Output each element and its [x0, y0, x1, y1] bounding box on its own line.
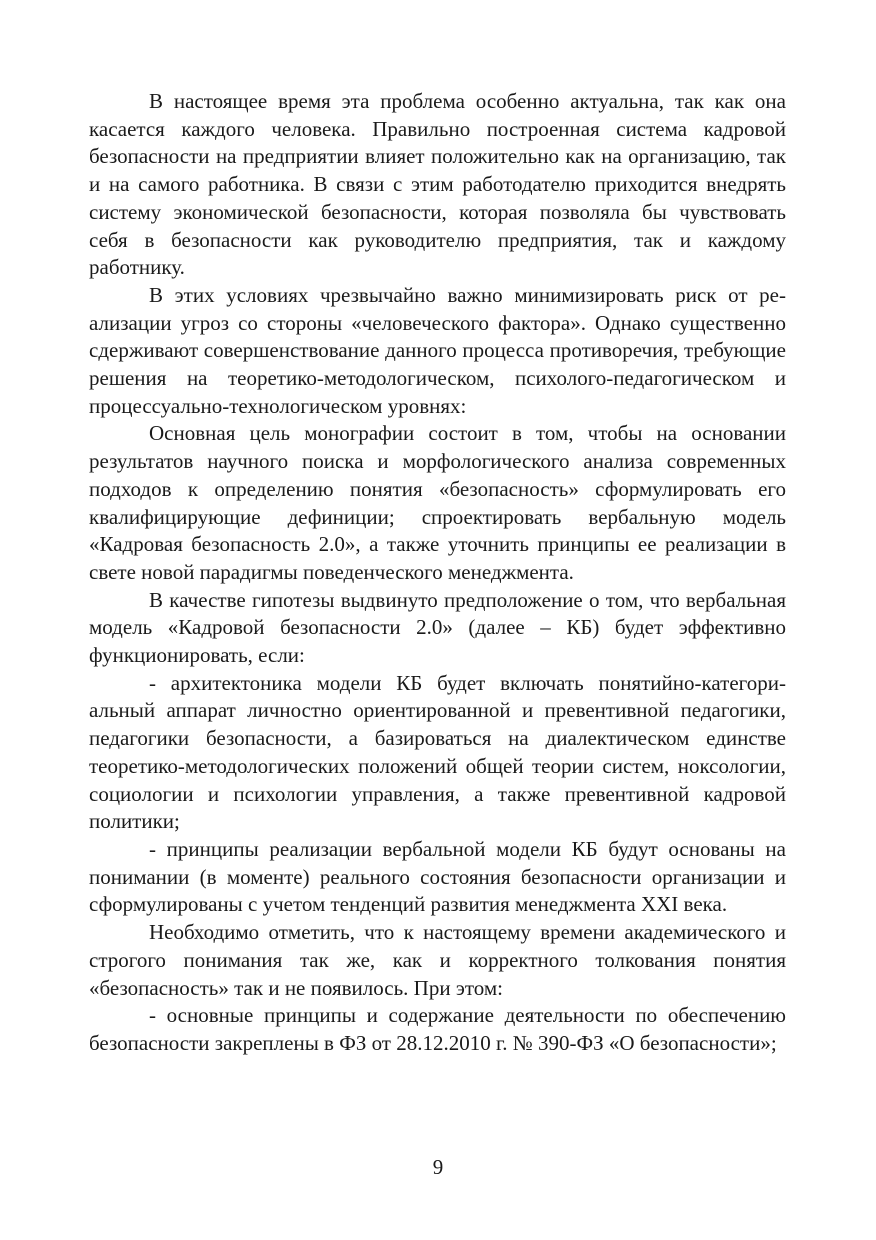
paragraph-1: В настоящее время эта проблема особенно актуальна, так как она касается каждого человека. Правильно построенная система кадровой безопасности на предприятии влияет положительно как на организацию, так и на самого работника. В связи с этим работодателю приходится внедрять систему экономической безопасности, которая позволяла бы чувствовать себя в безопасности как руководителю предприятия, так и каждому работнику.	[89, 89, 786, 280]
paragraph-2: В этих условиях чрезвычайно важно минимизировать риск от реализации угроз со стороны «человеческого фактора». Однако существенно сдерживают совершенствование данного процесса противоречия, требующие решения на теоретико-методологическом, психолого-педагогическом и процессуально-технологическом уровнях:	[89, 282, 786, 418]
paragraph-4: В качестве гипотезы выдвинуто предположение о том, что вербальная модель «Кадровой безопасности 2.0» (далее – КБ) будет эффективно функционировать, если:	[89, 587, 786, 668]
paragraph-8: - основные принципы и содержание деятельности по обеспечению безопасности закреплены в ФЗ от 28.12.2010 г. № 390-ФЗ «О безопасности»;	[89, 1003, 786, 1055]
paragraph-3: Основная цель монографии состоит в том, чтобы на основании результатов научного поиска и морфологического анализа современных подходов к определению понятия «безопасность» сформулировать его квалифицирующие дефиниции; спроектировать вербальную модель «Кадровая безопасность 2.0», а также уточнить принципы ее реализации в свете новой парадигмы поведенческого менеджмента.	[89, 421, 786, 584]
paragraph-7: Необходимо отметить, что к настоящему времени академического и строгого понимания так же, как и корректного толкования понятия «безопасность» так и не появилось. При этом:	[89, 920, 786, 1000]
paragraph-6: - принципы реализации вербальной модели КБ будут основаны на понимании (в моменте) реального состояния безопасности организации и сформулированы с учетом тенденций развития менеджмента XXI века.	[89, 836, 786, 917]
page-number: 9	[432, 1155, 444, 1179]
body-text	[89, 88, 786, 1058]
paragraph-5: - архитектоника модели КБ будет включать понятийно-категориальный аппарат личностно ориентированной и превентивной педагогики, педагогики безопасности, а базироваться на диалектическом единстве теоретико-методологических положений общей теории систем, ноксологии, социологии и психологии управления, а также превентивной кадровой политики;	[89, 670, 786, 834]
